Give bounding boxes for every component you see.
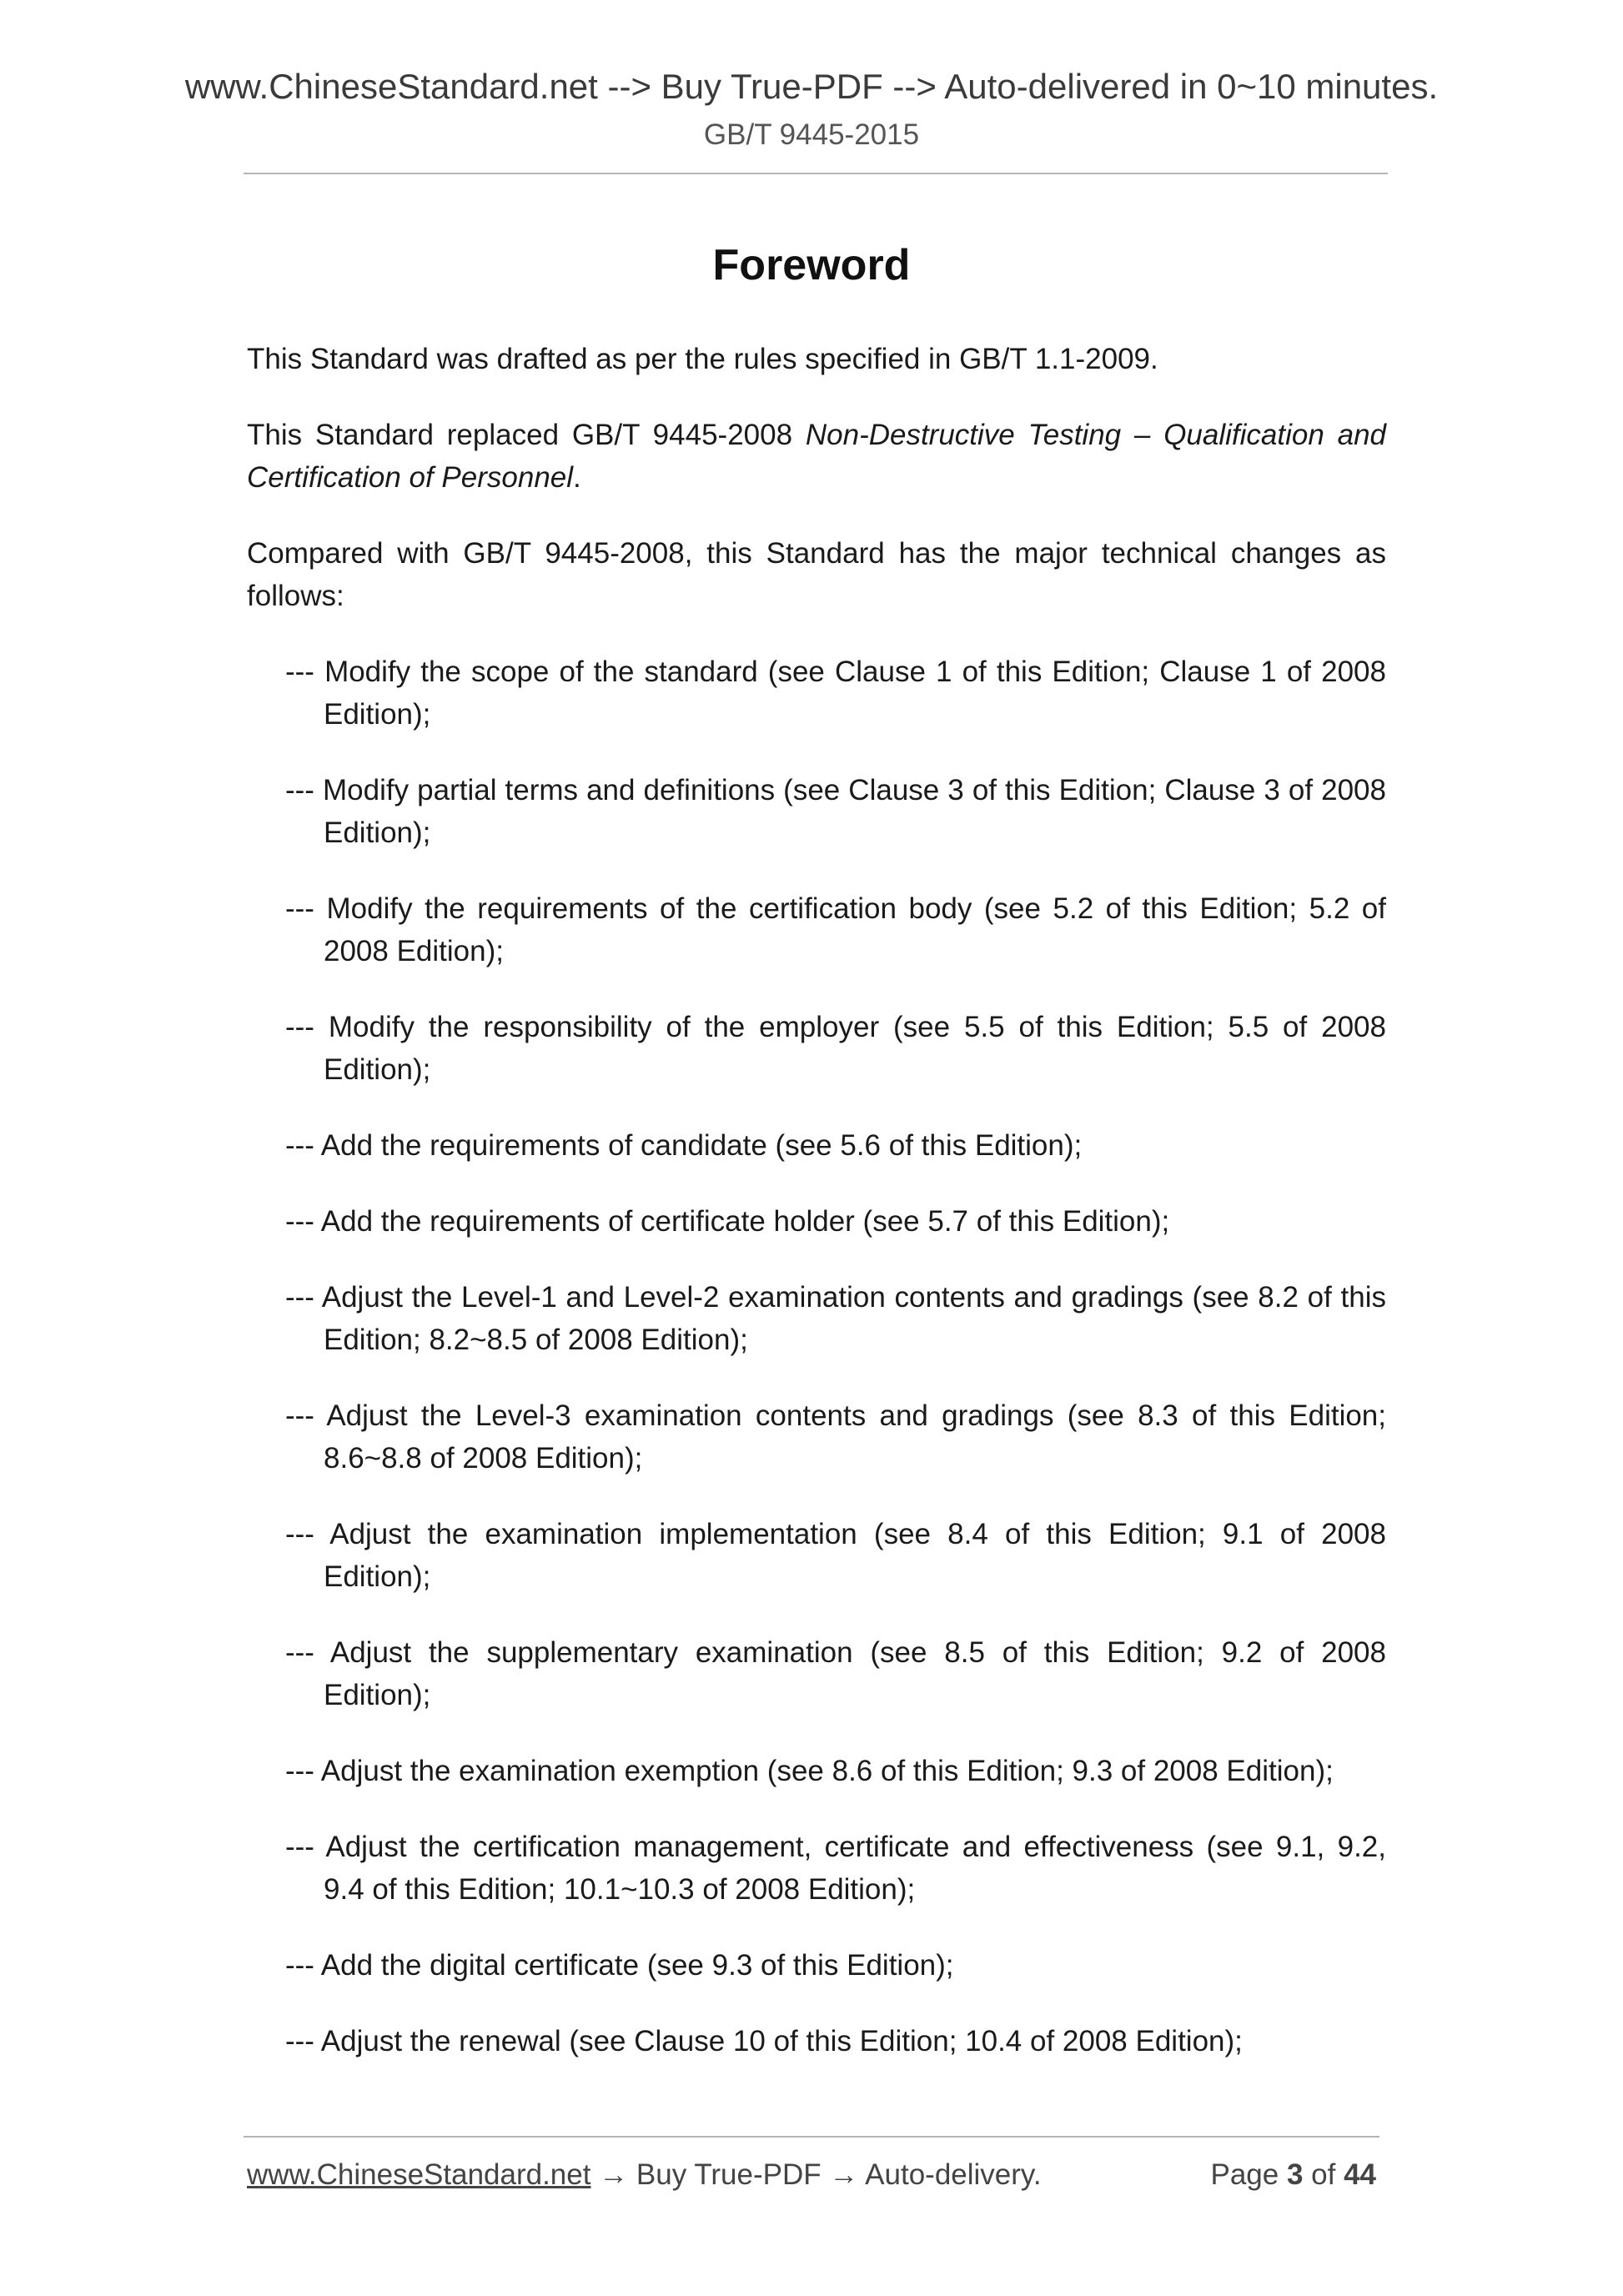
changes-list (247, 651, 1386, 2062)
list-dash: --- (285, 1949, 321, 1982)
list-item (247, 2020, 1386, 2062)
intro-p2-suffix: . (573, 461, 581, 494)
list-dash: --- (285, 2025, 321, 2057)
list-item (247, 1006, 1386, 1091)
list-item-text: Adjust the supplementary examination (see 8.5 of this Edition; 9.2 of 2008 Edition); (324, 1636, 1386, 1711)
list-item (247, 887, 1386, 972)
intro-paragraph-3: Compared with GB/T 9445-2008, this Standard has the major technical changes as follows: (247, 537, 1386, 612)
page-total: 44 (1344, 2158, 1376, 2191)
list-dash: --- (285, 1205, 321, 1238)
list-item (247, 1750, 1386, 1792)
intro-paragraph-1: This Standard was drafted as per the rules specified in GB/T 1.1-2009. (247, 343, 1158, 375)
list-item-text: Add the digital certificate (see 9.3 of this Edition); (320, 1949, 954, 1982)
list-item-text: Modify the requirements of the certification body (see 5.2 of this Edition; 5.2 of 2008 Edition); (324, 892, 1386, 967)
document-body (247, 338, 1386, 2096)
list-dash: --- (285, 1011, 329, 1043)
list-item-text: Modify the scope of the standard (see Clause 1 of this Edition; Clause 1 of 2008 Edition); (324, 656, 1386, 731)
list-dash: --- (285, 1831, 326, 1863)
list-item (247, 1513, 1386, 1598)
page-label: Page (1210, 2158, 1287, 2191)
footer-promo-text: → Buy True-PDF → Auto-delivery. (590, 2158, 1042, 2191)
list-dash: --- (285, 1518, 330, 1550)
list-item (247, 1394, 1386, 1480)
list-item-text: Add the requirements of certificate holder (see 5.7 of this Edition); (320, 1205, 1170, 1238)
list-item-text: Modify partial terms and definitions (see Clause 3 of this Edition; Clause 3 of 2008 Edition); (323, 774, 1386, 849)
list-item-text: Adjust the examination exemption (see 8.6 of this Edition; 9.3 of 2008 Edition); (320, 1755, 1334, 1787)
page-indicator (1210, 2158, 1376, 2192)
list-item (247, 1276, 1386, 1361)
list-item-text: Adjust the renewal (see Clause 10 of this Edition; 10.4 of 2008 Edition); (320, 2025, 1243, 2057)
list-dash: --- (285, 892, 327, 925)
list-item-text: Adjust the Level-1 and Level-2 examination contents and gradings (see 8.2 of this Edition; 8.2~8.5 of 2008 Edition); (321, 1281, 1386, 1356)
page-title: Foreword (712, 241, 911, 289)
list-dash: --- (285, 1755, 321, 1787)
standard-title-italic: Non-Destructive Testing – Qualification and Certification of Personnel (247, 419, 1387, 494)
list-dash: --- (285, 1129, 321, 1162)
list-dash: --- (285, 1281, 322, 1314)
list-dash: --- (285, 656, 325, 688)
list-item-text: Add the requirements of candidate (see 5.6 of this Edition); (320, 1129, 1083, 1162)
document-code: GB/T 9445-2015 (703, 118, 920, 151)
header-divider (244, 173, 1388, 174)
header-banner: www.ChineseStandard.net --> Buy True-PDF --> Auto-delivered in 0~10 minutes. (184, 67, 1439, 106)
list-item (247, 651, 1386, 736)
list-item (247, 1124, 1386, 1167)
list-dash: --- (285, 1399, 327, 1432)
list-item (247, 1200, 1386, 1243)
list-item (247, 1826, 1386, 1911)
intro-paragraph-2 (247, 414, 1386, 499)
list-item-text: Adjust the examination implementation (see 8.4 of this Edition; 9.1 of 2008 Edition); (324, 1518, 1386, 1593)
page-current: 3 (1286, 2158, 1304, 2191)
list-item (247, 1944, 1386, 1987)
intro-p2-prefix: This Standard replaced GB/T 9445-2008 (247, 419, 806, 451)
list-item (247, 1631, 1386, 1716)
list-item-text: Modify the responsibility of the employer (see 5.5 of this Edition; 5.5 of 2008 Edition); (324, 1011, 1386, 1086)
list-dash: --- (285, 1636, 330, 1669)
footer-site-link[interactable]: www.ChineseStandard.net (247, 2158, 591, 2191)
list-item-text: Adjust the certification management, certificate and effectiveness (see 9.1, 9.2, 9.4 of this Edition; 10.1~10.3 of 2008 Edition); (324, 1831, 1386, 1906)
list-item (247, 769, 1386, 854)
footer-promo (247, 2158, 1042, 2192)
page-of-label: of (1303, 2158, 1344, 2191)
footer-divider (244, 2136, 1379, 2138)
list-dash: --- (285, 774, 324, 806)
list-item-text: Adjust the Level-3 examination contents and gradings (see 8.3 of this Edition; 8.6~8.8 of 2008 Edition); (324, 1399, 1386, 1475)
